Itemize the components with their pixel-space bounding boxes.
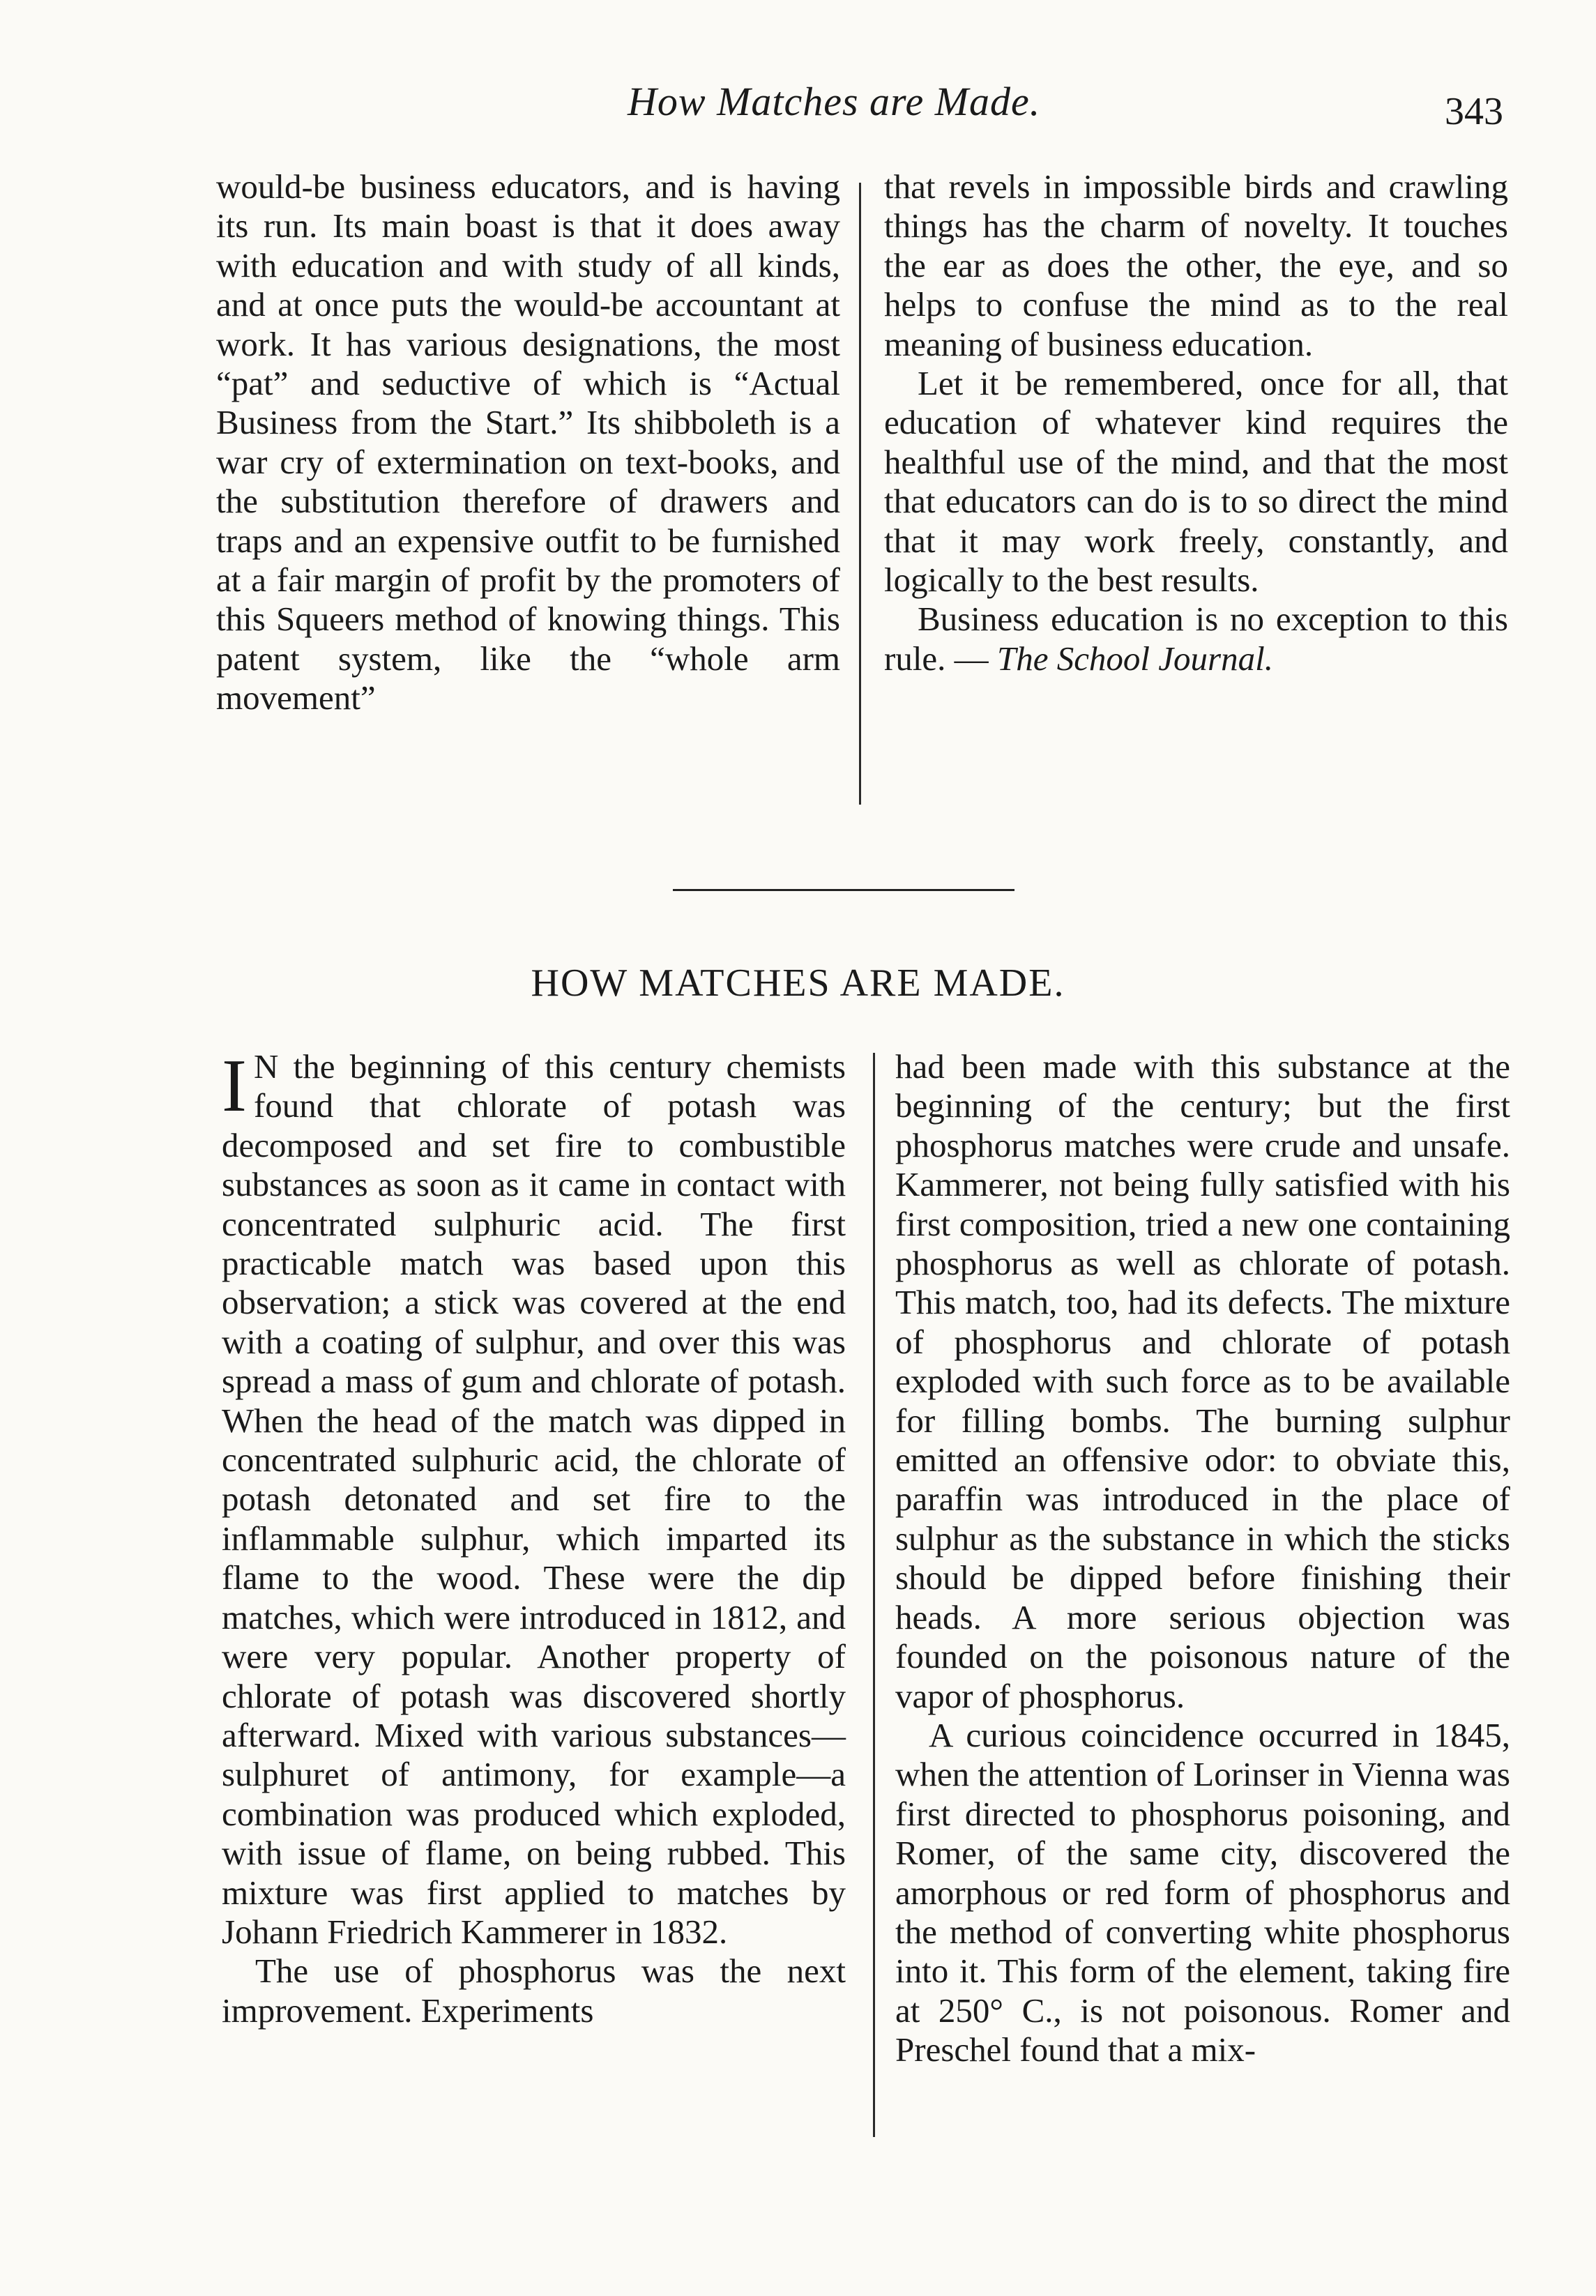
- source-citation: The School Journal.: [996, 639, 1273, 678]
- article-right-para-1: had been made with this substance at the beginning of the century; but the first phosphorus matches were crude and unsafe. Kammerer, not being fully satisfied with his first composition, tried a new one containing phosphorus as well as chlorate of potash. This match, too, had its defects. The mixture of phosphorus and chlorate of potash exploded with such force as to be available for filling bombs. The burning sulphur emitted an offensive odor: to obviate this, paraffin was introduced in the place of sulphur as the substance in which the sticks should be dipped before finishing their heads. A more serious objection was founded on the poisonous nature of the vapor of phosphorus.: [895, 1047, 1510, 1715]
- article-left-para-1: [222, 1044, 846, 1952]
- running-title: How Matches are Made.: [628, 79, 1041, 124]
- section-separator-rule: [673, 889, 1014, 891]
- drop-cap: I: [222, 1044, 247, 1127]
- article-title: HOW MATCHES ARE MADE.: [531, 961, 1065, 1005]
- previous-article-closing-text: Business education is no exception to this rule. —: [884, 600, 1508, 678]
- article-left-para-1-text: N the beginning of this century chemists found that chlorate of potash was decomposed and set fire to combustible substances as soon as it came in contact with concentrated sulphuric acid. The first practicable match was based upon this observation; a stick was covered at the end with a coating of sulphur, and over this was spread a mass of gum and chlorate of potash. When the head of the match was dipped in concentrated sulphuric acid, the chlorate of potash detonated and set fire to the inflammable sulphur, which imparted its flame to the wood. These were the dip matches, which were introduced in 1812, and were very popular. Another property of chlorate of potash was discovered shortly afterward. Mixed with various substances—sulphuret of antimony, for example—a combination was produced which exploded, with issue of flame, on being rubbed. This mixture was first applied to matches by Johann Friedrich Kammerer in 1832.: [222, 1047, 846, 1951]
- previous-article-left-column: [216, 167, 840, 718]
- article-right-column: [895, 1047, 1510, 2070]
- article-right-para-2: A curious coincidence occurred in 1845, when the attention of Lorinser in Vienna was first directed to phosphorus poisoning, and Romer, of the same city, discovered the amorphous or red form of phosphorus and the method of converting white phosphorus into it. This form of the element, taking fire at 250° C., is not poisonous. Romer and Preschel found that a mix-: [895, 1715, 1510, 2069]
- page-number: 343: [1445, 90, 1503, 133]
- previous-article-right-column: [884, 167, 1508, 678]
- column-divider-top: [859, 183, 861, 805]
- previous-article-left-text: would-be business educators, and is having its run. Its main boast is that it does away with education and with study of all kinds, and at once puts the would-be accountant at work. It has various designations, the most “pat” and seductive of which is “Actual Business from the Start.” Its shibboleth is a war cry of extermination on text-books, and the substitution therefore of drawers and traps and an expensive outfit to be furnished at a fair margin of profit by the promoters of this Squeers method of knowing things. This patent system, like the “whole arm movement”: [216, 167, 840, 717]
- article-left-para-2: The use of phosphorus was the next improvement. Experiments: [222, 1952, 846, 2030]
- previous-article-right-para-3: [884, 600, 1508, 678]
- previous-article-right-para-1: that revels in impossible birds and crawling things has the charm of novelty. It touches the ear as does the other, the eye, and so helps to confuse the mind as to the real meaning of business education.: [884, 167, 1508, 363]
- previous-article-right-para-2: Let it be remembered, once for all, that education of whatever kind requires the healthful use of the mind, and that the most that educators can do is to so direct the mind that it may work freely, constantly, and logically to the best results.: [884, 364, 1508, 600]
- column-divider-bottom: [873, 1053, 875, 2137]
- article-left-column: [222, 1044, 846, 2030]
